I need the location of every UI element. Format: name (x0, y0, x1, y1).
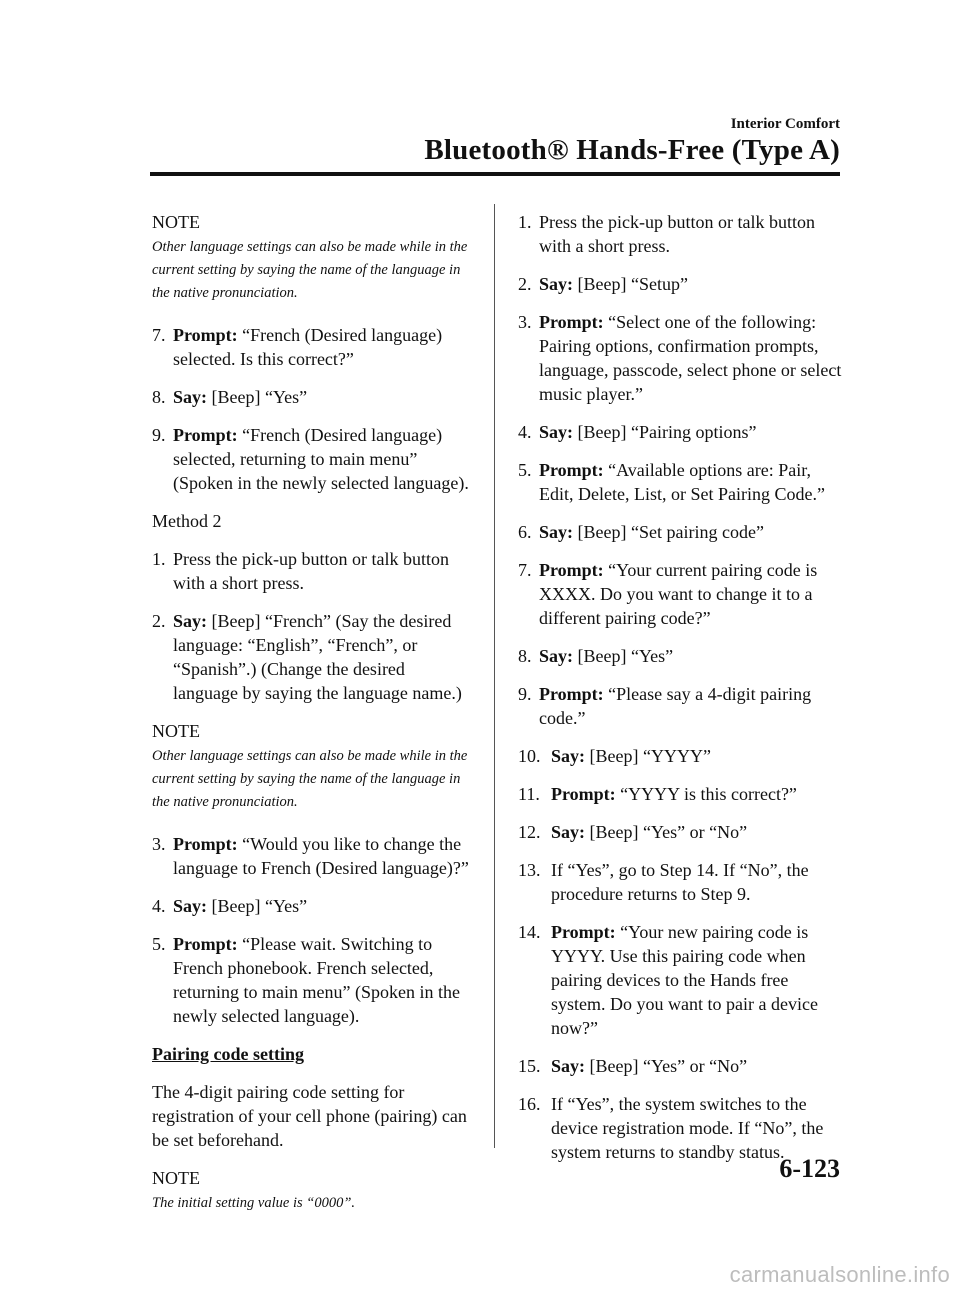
step-text: [Beep] “Yes” or “No” (585, 822, 748, 842)
step-text: “Please say a 4-digit pairing code.” (539, 684, 812, 728)
step-keyword: Say: (551, 746, 586, 766)
step-item (518, 1054, 843, 1078)
step-text: “Would you like to change the language to French (Desired language)?” (173, 834, 469, 878)
step-item (518, 520, 843, 544)
step-text: “YYYY is this correct?” (615, 784, 797, 804)
step-keyword: Say: (173, 896, 208, 916)
step-item (152, 894, 470, 918)
step-item (518, 820, 843, 844)
step-number: 11. (518, 784, 540, 804)
step-item (152, 323, 470, 371)
step-keyword: Prompt: (539, 460, 604, 480)
note-label: NOTE (152, 1168, 200, 1188)
step-keyword: Prompt: (173, 325, 238, 345)
step-item (152, 385, 470, 409)
step-item (152, 832, 470, 880)
step-keyword: Prompt: (539, 560, 604, 580)
step-keyword: Say: (539, 646, 574, 666)
step-number: 4. (518, 422, 532, 442)
step-keyword: Say: (173, 611, 208, 631)
step-number: 15. (518, 1056, 541, 1076)
page-number: 6-123 (779, 1154, 840, 1183)
step-text: [Beep] “Set pairing code” (573, 522, 764, 542)
step-number: 1. (152, 549, 166, 569)
step-text: [Beep] “Pairing options” (573, 422, 757, 442)
step-text: “French (Desired language) selected, returning to main menu” (Spoken in the newly selected language). (173, 425, 469, 493)
step-item (518, 420, 843, 444)
section-title: Interior Comfort (730, 116, 840, 132)
note-label: NOTE (152, 212, 200, 232)
step-keyword: Prompt: (551, 784, 616, 804)
step-item (518, 682, 843, 730)
step-keyword: Say: (551, 1056, 586, 1076)
step-number: 2. (152, 611, 166, 631)
pairing-code-body: The 4-digit pairing code setting for registration of your cell phone (pairing) can be set beforehand. (152, 1082, 467, 1150)
step-number: 5. (518, 460, 532, 480)
step-text: [Beep] “Yes” (207, 387, 308, 407)
column-divider (494, 204, 495, 1148)
step-text: [Beep] “French” (Say the desired language: “English”, “French”, or “Spanish”.) (Change the desired language by saying the language name.) (173, 611, 462, 703)
step-number: 16. (518, 1094, 541, 1114)
step-keyword: Say: (539, 274, 574, 294)
step-keyword: Say: (551, 822, 586, 842)
step-number: 8. (152, 387, 166, 407)
step-text: “Please wait. Switching to French phonebook. French selected, returning to main menu” (Spoken in the newly selected language). (173, 934, 460, 1026)
step-text: Press the pick-up button or talk button with a short press. (539, 212, 815, 256)
step-number: 1. (518, 212, 532, 232)
step-keyword: Say: (539, 422, 574, 442)
step-item (152, 423, 470, 495)
step-text: [Beep] “YYYY” (585, 746, 711, 766)
step-number: 5. (152, 934, 166, 954)
step-text: If “Yes”, the system switches to the device registration mode. If “No”, the system returns to standby status. (551, 1094, 824, 1162)
step-item (518, 782, 843, 806)
step-text: “Available options are: Pair, Edit, Delete, List, or Set Pairing Code.” (539, 460, 825, 504)
step-text: “French (Desired language) selected. Is this correct?” (173, 325, 443, 369)
step-number: 13. (518, 860, 541, 880)
note-text: Other language settings can also be made while in the current setting by saying the name of the language in the native pronunciation. (152, 239, 468, 301)
step-number: 7. (518, 560, 532, 580)
note-text: The initial setting value is “0000”. (152, 1195, 356, 1211)
step-number: 9. (152, 425, 166, 445)
step-text: Press the pick-up button or talk button with a short press. (173, 549, 449, 593)
step-keyword: Prompt: (173, 834, 238, 854)
step-item (152, 609, 470, 705)
watermark: carmanualsonline.info (729, 1262, 950, 1287)
left-column (152, 210, 470, 1233)
right-column (518, 210, 843, 1178)
step-keyword: Prompt: (173, 425, 238, 445)
step-keyword: Prompt: (173, 934, 238, 954)
step-item (518, 858, 843, 906)
method-heading: Method 2 (152, 511, 222, 531)
step-number: 8. (518, 646, 532, 666)
step-item (518, 558, 843, 630)
step-text: [Beep] “Yes” (573, 646, 674, 666)
step-number: 10. (518, 746, 541, 766)
step-number: 9. (518, 684, 532, 704)
step-item (518, 644, 843, 668)
step-list (152, 547, 470, 705)
step-keyword: Say: (173, 387, 208, 407)
step-text: “Your current pairing code is XXXX. Do you want to change it to a different pairing code?” (539, 560, 818, 628)
step-item (518, 744, 843, 768)
step-text: “Select one of the following: Pairing options, confirmation prompts, language, passcode, select phone or select music player.” (539, 312, 842, 404)
step-item (152, 932, 470, 1028)
step-list (152, 323, 470, 495)
step-number: 7. (152, 325, 166, 345)
step-keyword: Prompt: (539, 684, 604, 704)
step-text: [Beep] “Yes” (207, 896, 308, 916)
step-number: 2. (518, 274, 532, 294)
step-item (518, 920, 843, 1040)
step-number: 14. (518, 922, 541, 942)
step-number: 6. (518, 522, 532, 542)
pairing-code-heading: Pairing code setting (152, 1044, 304, 1064)
step-number: 12. (518, 822, 541, 842)
step-item (518, 458, 843, 506)
step-text: If “Yes”, go to Step 14. If “No”, the procedure returns to Step 9. (551, 860, 809, 904)
step-number: 3. (518, 312, 532, 332)
step-keyword: Prompt: (539, 312, 604, 332)
step-item (518, 210, 843, 258)
step-text: [Beep] “Yes” or “No” (585, 1056, 748, 1076)
step-item (152, 547, 470, 595)
step-text: [Beep] “Setup” (573, 274, 688, 294)
step-number: 3. (152, 834, 166, 854)
header-divider (150, 172, 840, 176)
note-label: NOTE (152, 721, 200, 741)
step-item (518, 272, 843, 296)
page-title: Bluetooth® Hands-Free (Type A) (424, 134, 840, 166)
step-number: 4. (152, 896, 166, 916)
step-keyword: Prompt: (551, 922, 616, 942)
step-keyword: Say: (539, 522, 574, 542)
note-text: Other language settings can also be made while in the current setting by saying the name of the language in the native pronunciation. (152, 748, 468, 810)
step-text: “Your new pairing code is YYYY. Use this pairing code when pairing devices to the Hands free system. Do you want to pair a device now?” (551, 922, 818, 1038)
step-list (518, 210, 843, 1164)
step-item (518, 310, 843, 406)
step-list (152, 832, 470, 1028)
